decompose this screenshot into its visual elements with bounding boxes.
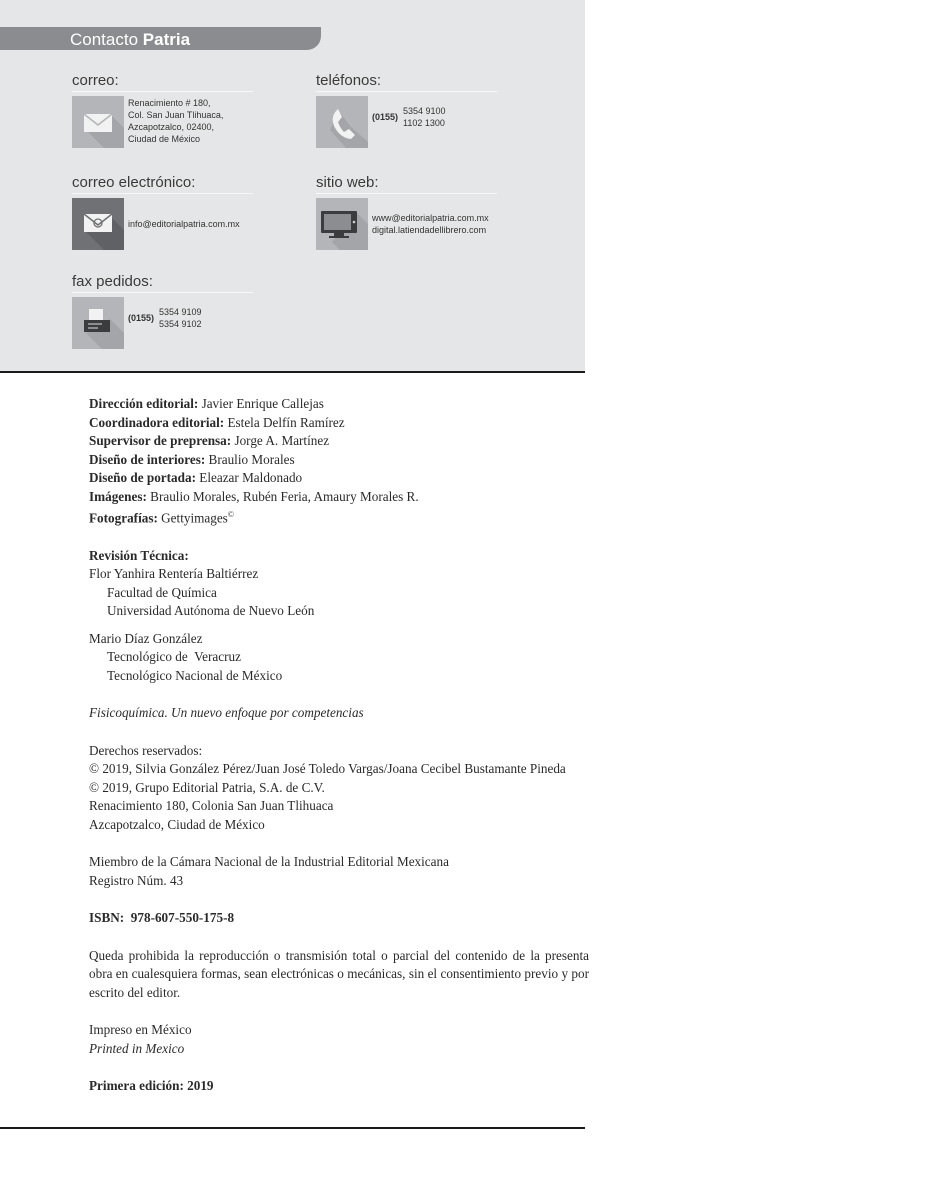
- contact-header-title: Contacto Patria: [70, 30, 191, 49]
- phone-numbers: 5354 9100 1102 1300: [403, 106, 446, 128]
- rights-line: © 2019, Silvia González Pérez/Juan José Toledo Vargas/Joana Cecibel Bustamante Pineda: [89, 761, 566, 777]
- fax-prefix: (0155): [128, 313, 155, 323]
- credit-line: Diseño de interiores: Braulio Morales: [89, 451, 295, 467]
- credit-line: Imágenes: Braulio Morales, Rubén Feria, Amaury Morales R.: [89, 488, 419, 504]
- rights-block: [89, 742, 589, 835]
- contact-phones: [316, 72, 499, 148]
- printed-block: [89, 1021, 589, 1058]
- printed-es: Impreso en México: [89, 1022, 192, 1038]
- member-block: [89, 853, 589, 890]
- contact-panel: [0, 0, 585, 371]
- registry-line: Registro Núm. 43: [89, 872, 184, 888]
- postal-address: Renacimiento # 180, Col. San Juan Tlihuaca, Azcapotzalco, 02400, Ciudad de México: [128, 98, 224, 144]
- contact-postal: [72, 72, 255, 148]
- fax-numbers: 5354 9109 5354 9102: [159, 307, 202, 329]
- rights-line: © 2019, Grupo Editorial Patria, S.A. de C.V.: [89, 779, 325, 795]
- book-title: Fisicoquímica. Un nuevo enfoque por competencias: [89, 705, 364, 721]
- prohibition-notice: Queda prohibida la reproducción o transmisión total o parcial del contenido de la presenta obra en cualesquiera formas, sean electrónicas o mecánicas, sin el consentimiento previo y por escrito del editor.: [89, 947, 589, 1000]
- review-title: Revisión Técnica:: [89, 547, 189, 563]
- isbn: ISBN: 978-607-550-175-8: [89, 910, 235, 926]
- reviewer-affiliation: Tecnológico de Veracruz: [107, 649, 241, 665]
- credit-line: Fotografías: Gettyimages©: [89, 510, 234, 526]
- email-address[interactable]: info@editorialpatria.com.mx: [128, 219, 240, 229]
- store-link[interactable]: digital.latiendadellibrero.com: [372, 225, 487, 235]
- fax-icon: [72, 297, 124, 349]
- rights-title: Derechos reservados:: [89, 742, 203, 758]
- phones-prefix: (0155): [372, 112, 399, 122]
- email-icon: [72, 198, 124, 250]
- web-addresses: [372, 212, 489, 236]
- contact-header: [0, 27, 321, 50]
- postal-title: correo:: [72, 72, 253, 92]
- printed-en: Printed in Mexico: [89, 1040, 185, 1056]
- rights-line: Renacimiento 180, Colonia San Juan Tlihuaca: [89, 798, 334, 814]
- reviewer-name: Mario Díaz González: [89, 630, 203, 646]
- top-rule: [0, 371, 585, 373]
- phone-icon: [316, 96, 368, 148]
- technical-review: [89, 547, 589, 686]
- rights-line: Azcapotzalco, Ciudad de México: [89, 816, 265, 832]
- credit-line: Diseño de portada: Eleazar Maldonado: [89, 470, 303, 485]
- envelope-icon: [72, 96, 124, 148]
- reviewer-affiliation: Universidad Autónoma de Nuevo León: [107, 603, 315, 619]
- member-line: Miembro de la Cámara Nacional de la Industrial Editorial Mexicana: [89, 854, 449, 870]
- contact-email: [72, 174, 255, 250]
- reviewer-name: Flor Yanhira Rentería Baltiérrez: [89, 566, 259, 582]
- credits-section: [89, 395, 589, 1096]
- fax-title: fax pedidos:: [72, 273, 253, 293]
- web-title: sitio web:: [316, 174, 497, 194]
- contact-fax: [72, 273, 255, 349]
- web-link[interactable]: www@editorialpatria.com.mx: [372, 213, 489, 223]
- staff-credits: [89, 395, 589, 528]
- monitor-icon: [316, 198, 368, 250]
- credit-line: Supervisor de preprensa: Jorge A. Martínez: [89, 433, 330, 448]
- edition: Primera edición: 2019: [89, 1078, 214, 1094]
- email-title: correo electrónico:: [72, 174, 253, 194]
- bottom-rule: [0, 1127, 585, 1129]
- contact-web: [316, 174, 499, 250]
- reviewer-affiliation: Facultad de Química: [107, 584, 217, 600]
- reviewer-affiliation: Tecnológico Nacional de México: [107, 667, 283, 683]
- credit-line: Dirección editorial: Javier Enrique Callejas: [89, 396, 324, 411]
- credit-line: Coordinadora editorial: Estela Delfín Ramírez: [89, 414, 345, 430]
- phones-title: teléfonos:: [316, 72, 497, 92]
